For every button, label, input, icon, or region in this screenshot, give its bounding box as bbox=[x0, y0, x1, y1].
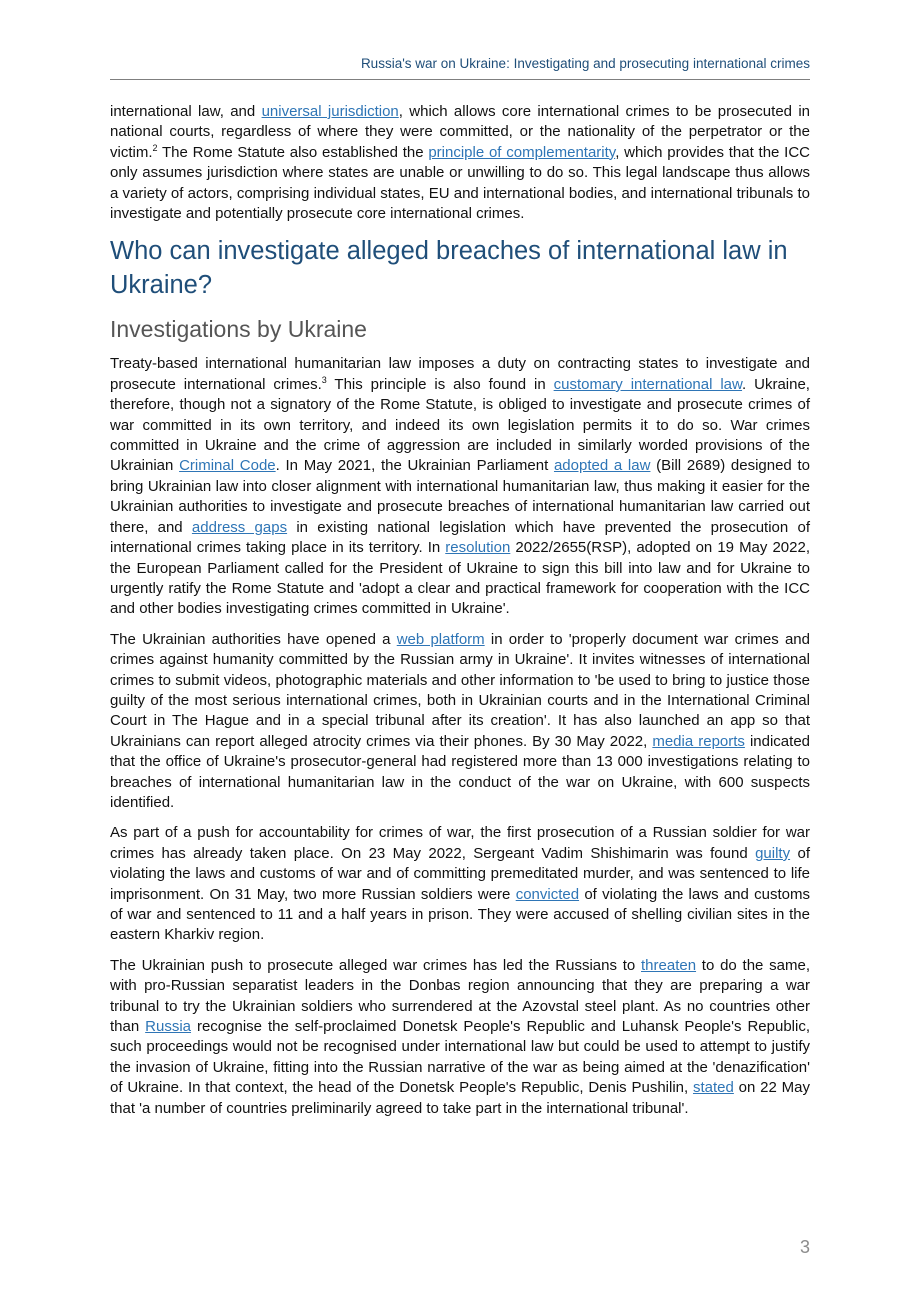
link-criminal-code[interactable]: Criminal Code bbox=[179, 457, 276, 475]
paragraph-treaty bbox=[110, 354, 810, 619]
text-run: . In May 2021, the Ukrainian Parliament bbox=[275, 457, 554, 475]
link-media-reports[interactable]: media reports bbox=[652, 732, 745, 750]
text-run: to do the same, with pro-Russian separatist leaders in the Donbas region announcing that they are preparing a war tribunal to try the Ukrainian soldiers who surrendered at the Azovstal steel plant. As no countries other than bbox=[110, 956, 810, 1036]
link-principle-of-complementarity[interactable]: principle of complementarity bbox=[428, 143, 616, 161]
paragraph-prosecution bbox=[110, 823, 810, 945]
paragraph-intro bbox=[110, 102, 810, 224]
link-customary-international-law[interactable]: customary international law bbox=[553, 375, 743, 393]
footnote-ref-2: 2 bbox=[152, 142, 158, 153]
text-run: in order to 'properly document war crimes and crimes against humanity committed by the Russian army in Ukraine'. It invites witnesses of international crimes to submit videos, photographic materials and other information to 'be used to bring to justice those guilty of the most serious international crimes, both in Ukrainian courts and in the International Criminal Court in The Hague and in a special tribunal after its creation'. It has also launched an app so that Ukrainians can report alleged atrocity crimes via their phones. By 30 May 2022, bbox=[110, 630, 810, 750]
paragraph-russian-response bbox=[110, 956, 810, 1119]
text-run: , which provides that the ICC only assumes jurisdiction where states are unable or unwilling to do so. This legal landscape thus allows a variety of actors, comprising individual states, EU and international bodies, and international tribunals to investigate and potentially prosecute core international crimes. bbox=[110, 143, 810, 223]
text-run: . Ukraine, therefore, though not a signatory of the Rome Statute, is obliged to investigate and prosecute crimes of war committed in its own territory, and indeed its own legislation permits it to do so. War crimes committed in Ukraine and the crime of aggression are included in similarly worded provisions of the Ukrainian bbox=[110, 375, 810, 475]
link-threaten[interactable]: threaten bbox=[641, 956, 697, 974]
subsection-heading: Investigations by Ukraine bbox=[110, 316, 367, 343]
link-guilty[interactable]: guilty bbox=[755, 844, 791, 862]
text-run: 2022/2655(RSP), adopted on 19 May 2022, the European Parliament called for the President of Ukraine to sign this bill into law and for Ukraine to urgently ratify the Rome Statute and 'adopt a clear and practical framework for cooperation with the ICC and other bodies investigating crimes committed in Ukraine'. bbox=[110, 539, 810, 618]
text-run: on 22 May that 'a number of countries preliminarily agreed to take part in the international tribunal'. bbox=[110, 1079, 810, 1117]
text-run: , which allows core international crimes to be prosecuted in national courts, regardless of where they were committed, or the nationality of the perpetrator or the victim. bbox=[110, 103, 810, 161]
text-run: international law, and bbox=[110, 103, 262, 120]
text-run: of violating the laws and customs of war and of committing premeditated murder, and was sentenced to life imprisonment. On 31 May, two more Russian soldiers were bbox=[110, 844, 810, 903]
paragraph-web-platform bbox=[110, 630, 810, 814]
text-run: (Bill 2689) designed to bring Ukrainian law into closer alignment with international humanitarian law, thus making it easier for the Ukrainian authorities to investigate and prosecute breaches of international humanitarian law carried out there, and bbox=[110, 457, 810, 536]
document-body bbox=[110, 102, 810, 1129]
link-resolution[interactable]: resolution bbox=[445, 539, 511, 557]
text-run: The Ukrainian push to prosecute alleged war crimes has led the Russians to bbox=[110, 956, 641, 974]
text-run: recognise the self-proclaimed Donetsk People's Republic and Luhansk People's Republic, such proceedings would not be recognised under international law but could be used to attempt to justify the invasion of Ukraine, fitting into the Russian narrative of the war as being aimed at the 'denazification' of Ukraine. In that context, the head of the Donetsk People's Republic, Denis Pushilin, bbox=[110, 1018, 810, 1097]
text-run: As part of a push for accountability for crimes of war, the first prosecution of a Russian soldier for war crimes has already taken place. On 23 May 2022, Sergeant Vadim Shishimarin was found bbox=[110, 824, 810, 862]
link-web-platform[interactable]: web platform bbox=[396, 630, 485, 648]
link-stated[interactable]: stated bbox=[692, 1079, 734, 1097]
header-rule bbox=[110, 79, 810, 80]
text-run: indicated that the office of Ukraine's prosecutor-general had registered more than 13 000 investigations relating to breaches of international humanitarian law in the conduct of the war on Ukraine, with 600 suspects identified. bbox=[110, 732, 810, 811]
text-run: Treaty-based international humanitarian law imposes a duty on contracting states to investigate and prosecute international crimes. bbox=[110, 355, 810, 393]
text-run: The Ukrainian authorities have opened a bbox=[110, 630, 397, 648]
text-run: of violating the laws and customs of war and sentenced to 11 and a half years in prison. They were accused of shelling civilian sites in the eastern Kharkiv region. bbox=[110, 885, 810, 944]
text-run: in existing national legislation which have prevented the prosecution of international crimes taking place in its territory. In bbox=[110, 518, 811, 557]
link-universal-jurisdiction[interactable]: universal jurisdiction bbox=[261, 103, 399, 120]
page-number: 3 bbox=[799, 1237, 810, 1257]
link-convicted[interactable]: convicted bbox=[515, 885, 580, 903]
link-adopted-a-law[interactable]: adopted a law bbox=[553, 457, 651, 475]
text-run: The Rome Statute also established the bbox=[157, 143, 429, 161]
link-russia[interactable]: Russia bbox=[145, 1018, 192, 1036]
section-heading: Who can investigate alleged breaches of international law in Ukraine? bbox=[110, 237, 788, 300]
footnote-ref-3: 3 bbox=[321, 374, 327, 385]
text-run: This principle is also found in bbox=[326, 375, 554, 393]
running-header: Russia's war on Ukraine: Investigating and prosecuting international crimes bbox=[360, 56, 810, 71]
link-address-gaps[interactable]: address gaps bbox=[191, 518, 288, 536]
